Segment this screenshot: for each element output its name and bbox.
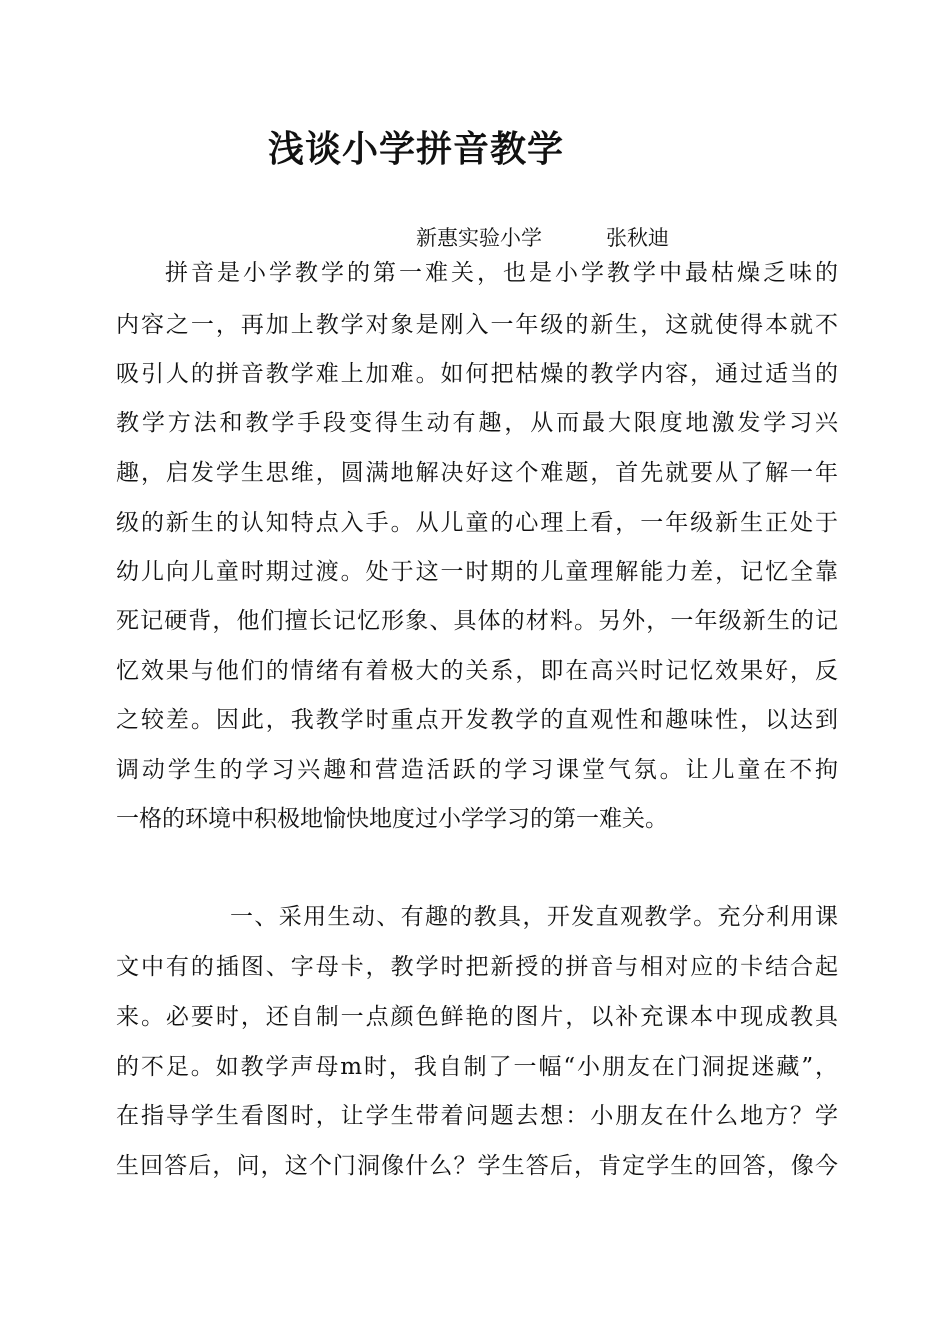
school-name: 新惠实验小学 bbox=[416, 226, 542, 250]
paragraph-line: 调动学生的学习兴趣和营造活跃的学习课堂气氛。让儿童在不拘 bbox=[116, 757, 838, 783]
paragraph-line: 教学方法和教学手段变得生动有趣，从而最大限度地激发学习兴 bbox=[116, 410, 838, 436]
byline bbox=[416, 224, 669, 252]
paragraph-line: 死记硬背，他们擅长记忆形象、具体的材料。另外，一年级新生的记 bbox=[116, 608, 838, 634]
paragraph-line: 一、采用生动、有趣的教具，开发直观教学。充分利用课 bbox=[230, 904, 838, 930]
paragraph-line: 忆效果与他们的情绪有着极大的关系，即在高兴时记忆效果好，反 bbox=[116, 658, 838, 684]
paragraph-line: 幼儿向儿童时期过渡。处于这一时期的儿童理解能力差，记忆全靠 bbox=[116, 559, 838, 585]
paragraph-line: 来。必要时，还自制一点颜色鲜艳的图片，以补充课本中现成教具 bbox=[116, 1004, 838, 1030]
paragraph-line: 趣，启发学生思维，圆满地解决好这个难题，首先就要从了解一年 bbox=[116, 460, 838, 486]
paragraph-line: 级的新生的认知特点入手。从儿童的心理上看，一年级新生正处于 bbox=[116, 510, 838, 536]
paragraph-line: 吸引人的拼音教学难上加难。如何把枯燥的教学内容，通过适当的 bbox=[116, 361, 838, 387]
paragraph-line: 生回答后，问，这个门洞像什么？学生答后，肯定学生的回答，像今 bbox=[116, 1153, 838, 1179]
paragraph-line: 在指导学生看图时，让学生带着问题去想：小朋友在什么地方？学 bbox=[116, 1103, 838, 1129]
paragraph-line: 拼音是小学教学的第一难关，也是小学教学中最枯燥乏味的 bbox=[165, 260, 838, 286]
paragraph-line: 之较差。因此，我教学时重点开发教学的直观性和趣味性，以达到 bbox=[116, 707, 838, 733]
paragraph-line: 一格的环境中积极地愉快地度过小学学习的第一难关。 bbox=[116, 806, 668, 832]
document-title: 浅谈小学拼音教学 bbox=[268, 129, 565, 170]
paragraph-line: 文中有的插图、字母卡，教学时把新授的拼音与相对应的卡结合起 bbox=[116, 954, 838, 980]
paragraph-line: 内容之一，再加上教学对象是刚入一年级的新生，这就使得本就不 bbox=[116, 312, 838, 338]
author-name: 张秋迪 bbox=[606, 226, 669, 250]
paragraph-line: 的不足。如教学声母m时，我自制了一幅“小朋友在门洞捉迷藏”， bbox=[116, 1054, 838, 1080]
